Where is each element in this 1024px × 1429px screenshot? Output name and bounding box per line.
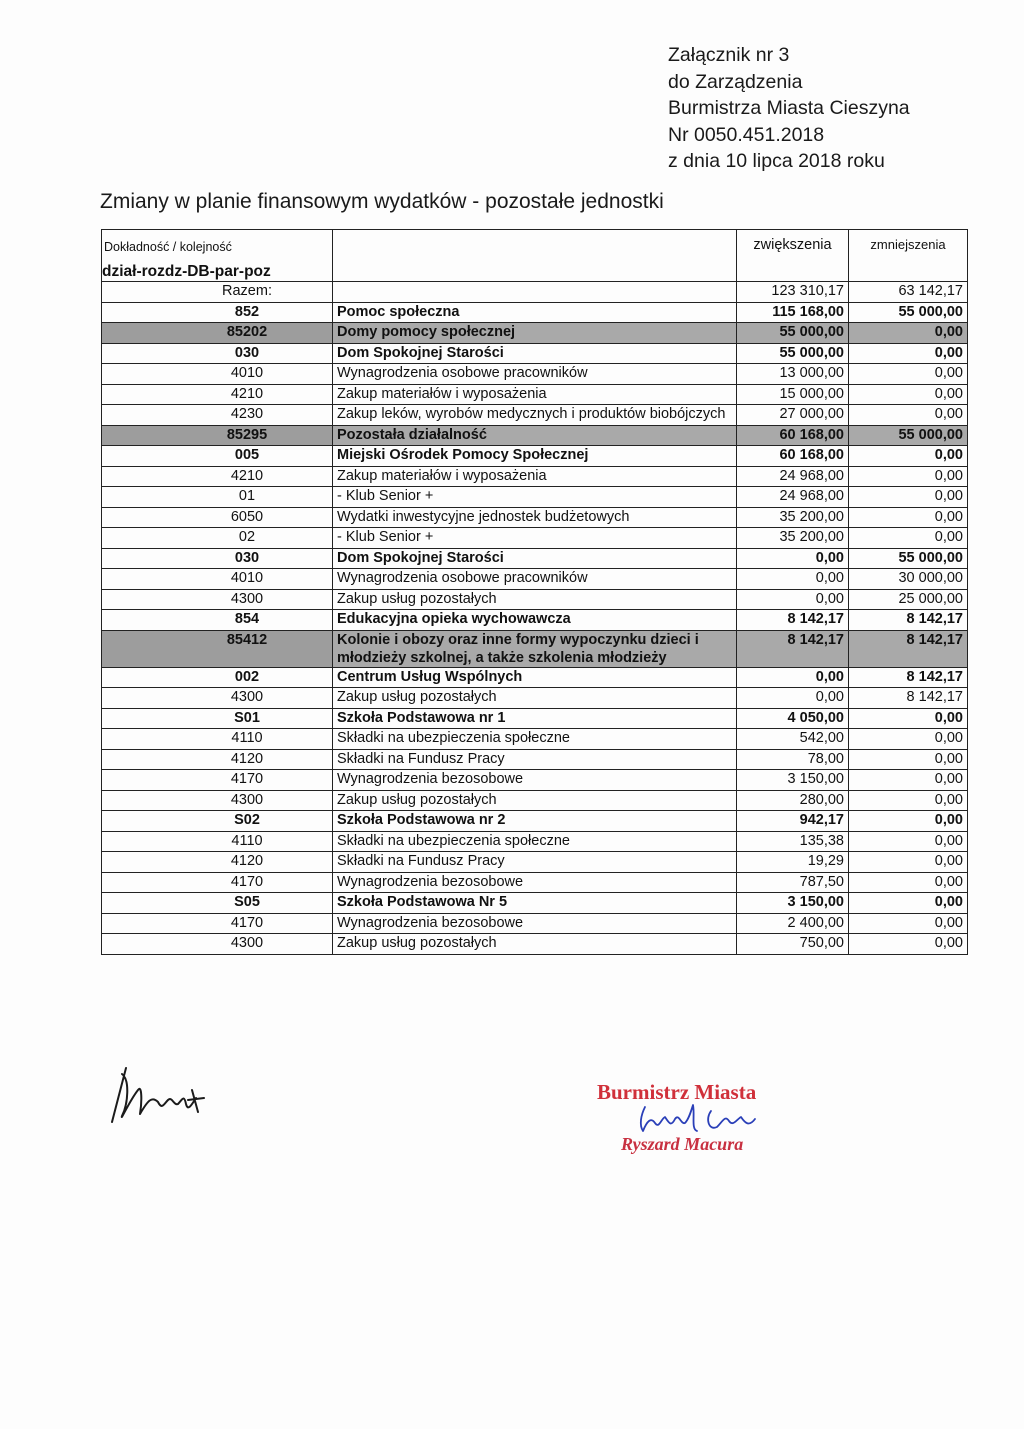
row-decrease: 0,00 bbox=[849, 934, 968, 955]
table-row bbox=[102, 343, 968, 364]
row-code: S01 bbox=[102, 708, 333, 729]
table-row bbox=[102, 384, 968, 405]
row-increase: 0,00 bbox=[737, 569, 849, 590]
row-code: 4110 bbox=[102, 831, 333, 852]
row-description: Dom Spokojnej Starości bbox=[333, 548, 737, 569]
row-code: 4300 bbox=[102, 688, 333, 709]
row-decrease: 55 000,00 bbox=[849, 302, 968, 323]
row-decrease: 0,00 bbox=[849, 893, 968, 914]
row-code: 030 bbox=[102, 343, 333, 364]
row-decrease: 0,00 bbox=[849, 770, 968, 791]
classification-label: dział-rozdz-DB-par-poz bbox=[102, 263, 271, 280]
row-description: Zakup usług pozostałych bbox=[333, 934, 737, 955]
table-row bbox=[102, 913, 968, 934]
row-description: Składki na Fundusz Pracy bbox=[333, 852, 737, 873]
row-description: Miejski Ośrodek Pomocy Społecznej bbox=[333, 446, 737, 467]
row-increase: 35 200,00 bbox=[737, 528, 849, 549]
row-decrease: 8 142,17 bbox=[849, 630, 968, 667]
table-row bbox=[102, 548, 968, 569]
header-line: Burmistrza Miasta Cieszyna bbox=[668, 97, 910, 119]
table-row bbox=[102, 688, 968, 709]
header-line: z dnia 10 lipca 2018 roku bbox=[668, 150, 885, 172]
row-increase: 750,00 bbox=[737, 934, 849, 955]
row-description: Szkoła Podstawowa nr 1 bbox=[333, 708, 737, 729]
row-code: 02 bbox=[102, 528, 333, 549]
row-description: Pozostała działalność bbox=[333, 425, 737, 446]
row-code: 4210 bbox=[102, 466, 333, 487]
row-description: Domy pomocy społecznej bbox=[333, 323, 737, 344]
header-line: do Zarządzenia bbox=[668, 70, 803, 93]
row-decrease: 0,00 bbox=[849, 831, 968, 852]
row-decrease: 0,00 bbox=[849, 466, 968, 487]
table-row bbox=[102, 667, 968, 688]
row-description: Wynagrodzenia bezosobowe bbox=[333, 913, 737, 934]
row-code: 85202 bbox=[102, 323, 333, 344]
total-decrease: 63 142,17 bbox=[849, 282, 968, 303]
row-decrease: 0,00 bbox=[849, 323, 968, 344]
row-decrease: 0,00 bbox=[849, 364, 968, 385]
table-row bbox=[102, 364, 968, 385]
row-decrease: 0,00 bbox=[849, 507, 968, 528]
row-code: S05 bbox=[102, 893, 333, 914]
table-row bbox=[102, 630, 968, 667]
row-decrease: 0,00 bbox=[849, 790, 968, 811]
row-increase: 27 000,00 bbox=[737, 405, 849, 426]
row-increase: 19,29 bbox=[737, 852, 849, 873]
row-description: Wynagrodzenia osobowe pracowników bbox=[333, 569, 737, 590]
row-increase: 8 142,17 bbox=[737, 610, 849, 631]
row-decrease: 0,00 bbox=[849, 749, 968, 770]
row-decrease: 0,00 bbox=[849, 811, 968, 832]
row-increase: 787,50 bbox=[737, 872, 849, 893]
row-increase: 0,00 bbox=[737, 589, 849, 610]
row-increase: 0,00 bbox=[737, 548, 849, 569]
row-description: Wydatki inwestycyjne jednostek budżetowych bbox=[333, 507, 737, 528]
row-code: 4300 bbox=[102, 589, 333, 610]
row-description: Zakup materiałów i wyposażenia bbox=[333, 466, 737, 487]
table-row bbox=[102, 446, 968, 467]
table-header-row bbox=[102, 230, 968, 282]
row-description: - Klub Senior + bbox=[333, 487, 737, 508]
row-code: 4110 bbox=[102, 729, 333, 750]
row-decrease: 8 142,17 bbox=[849, 688, 968, 709]
row-code: 4300 bbox=[102, 934, 333, 955]
row-code: S02 bbox=[102, 811, 333, 832]
row-description: Edukacyjna opieka wychowawcza bbox=[333, 610, 737, 631]
row-code: 4010 bbox=[102, 364, 333, 385]
table-row bbox=[102, 934, 968, 955]
row-increase: 135,38 bbox=[737, 831, 849, 852]
row-increase: 942,17 bbox=[737, 811, 849, 832]
table-row bbox=[102, 708, 968, 729]
row-code: 85412 bbox=[102, 630, 333, 667]
row-description: Centrum Usług Wspólnych bbox=[333, 667, 737, 688]
row-description: Dom Spokojnej Starości bbox=[333, 343, 737, 364]
handwritten-signature bbox=[108, 1060, 228, 1130]
header-line: Załącznik nr 3 bbox=[668, 44, 790, 66]
row-decrease: 55 000,00 bbox=[849, 548, 968, 569]
row-description: Wynagrodzenia bezosobowe bbox=[333, 872, 737, 893]
table-row bbox=[102, 749, 968, 770]
row-decrease: 0,00 bbox=[849, 708, 968, 729]
table-row bbox=[102, 569, 968, 590]
row-description: Pomoc społeczna bbox=[333, 302, 737, 323]
row-increase: 3 150,00 bbox=[737, 893, 849, 914]
row-decrease: 0,00 bbox=[849, 343, 968, 364]
table-row bbox=[102, 323, 968, 344]
row-increase: 60 168,00 bbox=[737, 425, 849, 446]
row-increase: 35 200,00 bbox=[737, 507, 849, 528]
row-increase: 0,00 bbox=[737, 667, 849, 688]
row-description: Zakup usług pozostałych bbox=[333, 688, 737, 709]
row-description: Zakup materiałów i wyposażenia bbox=[333, 384, 737, 405]
row-decrease: 0,00 bbox=[849, 446, 968, 467]
row-decrease: 25 000,00 bbox=[849, 589, 968, 610]
row-decrease: 55 000,00 bbox=[849, 425, 968, 446]
row-decrease: 0,00 bbox=[849, 729, 968, 750]
row-code: 852 bbox=[102, 302, 333, 323]
row-increase: 4 050,00 bbox=[737, 708, 849, 729]
row-increase: 280,00 bbox=[737, 790, 849, 811]
row-increase: 15 000,00 bbox=[737, 384, 849, 405]
row-decrease: 0,00 bbox=[849, 872, 968, 893]
table-row bbox=[102, 487, 968, 508]
row-decrease: 0,00 bbox=[849, 405, 968, 426]
row-increase: 24 968,00 bbox=[737, 466, 849, 487]
table-row bbox=[102, 729, 968, 750]
row-code: 005 bbox=[102, 446, 333, 467]
row-code: 01 bbox=[102, 487, 333, 508]
row-code: 4230 bbox=[102, 405, 333, 426]
table-row bbox=[102, 405, 968, 426]
row-decrease: 8 142,17 bbox=[849, 610, 968, 631]
table-row bbox=[102, 790, 968, 811]
row-code: 4170 bbox=[102, 770, 333, 791]
row-decrease: 0,00 bbox=[849, 913, 968, 934]
row-code: 002 bbox=[102, 667, 333, 688]
table-row bbox=[102, 610, 968, 631]
stamp-name: Ryszard Macura bbox=[621, 1134, 744, 1154]
table-row bbox=[102, 589, 968, 610]
table-row bbox=[102, 507, 968, 528]
row-code: 6050 bbox=[102, 507, 333, 528]
row-code: 4120 bbox=[102, 852, 333, 873]
row-increase: 24 968,00 bbox=[737, 487, 849, 508]
table-row bbox=[102, 893, 968, 914]
table-row bbox=[102, 770, 968, 791]
row-decrease: 0,00 bbox=[849, 852, 968, 873]
precision-label: Dokładność / kolejność bbox=[104, 240, 232, 254]
row-decrease: 0,00 bbox=[849, 528, 968, 549]
row-code: 4170 bbox=[102, 913, 333, 934]
row-description: Zakup usług pozostałych bbox=[333, 790, 737, 811]
table-row bbox=[102, 872, 968, 893]
row-increase: 55 000,00 bbox=[737, 343, 849, 364]
row-increase: 8 142,17 bbox=[737, 630, 849, 667]
classification-header bbox=[102, 230, 333, 282]
description-header bbox=[333, 230, 737, 282]
row-description: Składki na Fundusz Pracy bbox=[333, 749, 737, 770]
table-row bbox=[102, 425, 968, 446]
table-row bbox=[102, 466, 968, 487]
table-row bbox=[102, 528, 968, 549]
row-increase: 542,00 bbox=[737, 729, 849, 750]
table-row bbox=[102, 831, 968, 852]
row-decrease: 0,00 bbox=[849, 384, 968, 405]
row-code: 85295 bbox=[102, 425, 333, 446]
decrease-header: zmniejszenia bbox=[849, 230, 968, 282]
row-description: Szkoła Podstawowa nr 2 bbox=[333, 811, 737, 832]
table-row bbox=[102, 852, 968, 873]
row-increase: 115 168,00 bbox=[737, 302, 849, 323]
total-label: Razem: bbox=[102, 282, 333, 303]
row-description: - Klub Senior + bbox=[333, 528, 737, 549]
row-description: Składki na ubezpieczenia społeczne bbox=[333, 729, 737, 750]
row-increase: 78,00 bbox=[737, 749, 849, 770]
stamp-title: Burmistrz Miasta bbox=[597, 1080, 757, 1104]
increase-header: zwiększenia bbox=[737, 230, 849, 282]
row-decrease: 8 142,17 bbox=[849, 667, 968, 688]
row-increase: 13 000,00 bbox=[737, 364, 849, 385]
row-increase: 60 168,00 bbox=[737, 446, 849, 467]
row-code: 4010 bbox=[102, 569, 333, 590]
table-row bbox=[102, 811, 968, 832]
table-row bbox=[102, 302, 968, 323]
row-description: Zakup leków, wyrobów medycznych i produktów biobójczych bbox=[333, 405, 737, 426]
row-code: 030 bbox=[102, 548, 333, 569]
total-desc bbox=[333, 282, 737, 303]
financial-plan-table bbox=[101, 229, 968, 955]
row-increase: 0,00 bbox=[737, 688, 849, 709]
row-increase: 2 400,00 bbox=[737, 913, 849, 934]
row-description: Wynagrodzenia bezosobowe bbox=[333, 770, 737, 791]
row-code: 4120 bbox=[102, 749, 333, 770]
row-description: Wynagrodzenia osobowe pracowników bbox=[333, 364, 737, 385]
row-description: Składki na ubezpieczenia społeczne bbox=[333, 831, 737, 852]
mayor-stamp bbox=[585, 1075, 825, 1165]
row-decrease: 30 000,00 bbox=[849, 569, 968, 590]
total-row bbox=[102, 282, 968, 303]
row-description: Szkoła Podstawowa Nr 5 bbox=[333, 893, 737, 914]
row-decrease: 0,00 bbox=[849, 487, 968, 508]
row-code: 4170 bbox=[102, 872, 333, 893]
attachment-header bbox=[668, 42, 910, 175]
row-increase: 55 000,00 bbox=[737, 323, 849, 344]
row-description: Zakup usług pozostałych bbox=[333, 589, 737, 610]
row-code: 854 bbox=[102, 610, 333, 631]
row-description: Kolonie i obozy oraz inne formy wypoczynku dzieci i młodzieży szkolnej, a także szkolenia młodzieży bbox=[333, 630, 737, 667]
row-increase: 3 150,00 bbox=[737, 770, 849, 791]
row-code: 4300 bbox=[102, 790, 333, 811]
row-code: 4210 bbox=[102, 384, 333, 405]
header-line: Nr 0050.451.2018 bbox=[668, 123, 825, 146]
total-increase: 123 310,17 bbox=[737, 282, 849, 303]
document-title: Zmiany w planie finansowym wydatków - pozostałe jednostki bbox=[100, 190, 664, 213]
